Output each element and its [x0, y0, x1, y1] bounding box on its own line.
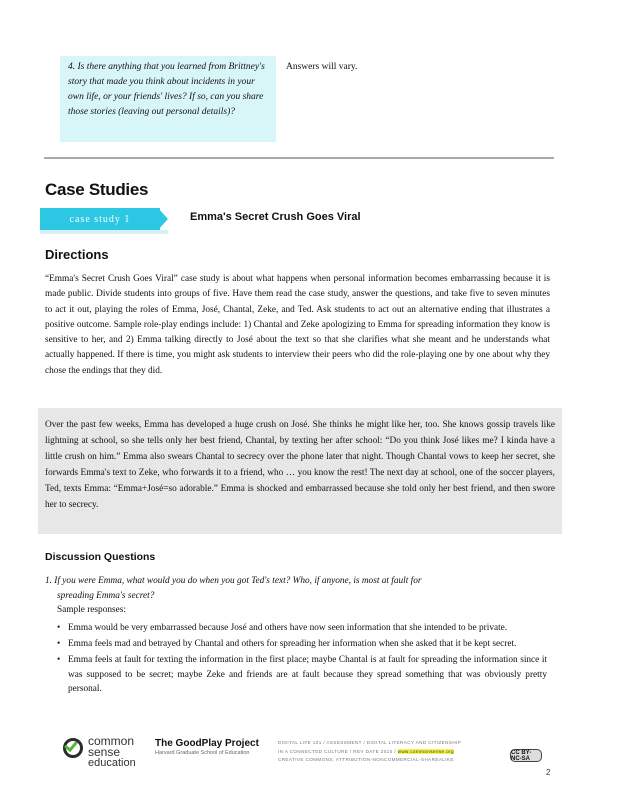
case-tab-shadow [40, 230, 168, 234]
section-title: Case Studies [45, 180, 149, 199]
logo-word-common: common [88, 734, 135, 748]
list-item [57, 621, 547, 635]
bullet-icon: • [57, 655, 61, 666]
bullet-icon: • [57, 623, 61, 633]
credit-line-1: DIGITAL LIFE 101 / ASSESSMENT / DIGITAL LITERACY AND CITIZENSHIP [278, 740, 462, 745]
case-study-title: Emma's Secret Crush Goes Viral [190, 211, 361, 223]
question-4-box [60, 56, 276, 142]
goodplay-title: The GoodPlay Project [155, 738, 259, 749]
section-divider [44, 157, 554, 159]
goodplay-logo [155, 738, 259, 756]
credit-link[interactable]: www.commonsense.org [397, 748, 454, 754]
question-1-line-2: spreading Emma's secret? [57, 591, 155, 601]
response-text: Emma feels mad and betrayed by Chantal and others for spreading her information when she asked that it be kept secret. [68, 639, 517, 650]
question-4-text: 4. Is there anything that you learned from Brittney's story that made you think about incidents in your own life, or your friends' lives? If so, can you share those stories (leaving out personal details)? [68, 62, 265, 117]
goodplay-subtitle: Harvard Graduate School of Education [155, 750, 250, 756]
case-tab-arrow [158, 208, 168, 230]
story-box [38, 408, 562, 534]
sample-responses-list [57, 621, 547, 698]
list-item [57, 637, 547, 651]
directions-heading: Directions [45, 247, 109, 262]
list-item [57, 653, 547, 696]
credit-line-2: IN A CONNECTED CULTURE / REV DATE 2015 / [278, 748, 398, 754]
directions-text: “Emma's Secret Crush Goes Viral” case study is about what happens when personal information becomes embarrassing because it is made public. Divide students into groups of five. Have them read the case study, answer the questions, and take five to seven minutes to act it out, playing the roles of Emma, José, Chantal, Zeke, and Ted. Ask students to act out an alternative ending that illustrates a positive outcome. Sample role-play endings include: 1) Chantal and Zeke apologizing to Emma for spreading information they know is sensitive to her, and 2) Emma talking directly to José about the text so that she clarifies what she meant and he understands what actually happened. If there is time, you might ask students to interview their peers who did the role-playing one by one about why they chose the endings that they did. [45, 274, 550, 376]
creative-commons-badge: CC BY-NC-SA [510, 749, 542, 762]
story-text: Over the past few weeks, Emma has developed a huge crush on José. She thinks he might like her, too. She knows gossip travels like lightning at school, so she tells only her best friend, Chantal, by texting her after school: “Do you think José likes me? I kinda have a little crush on him.” Emma also swears Chantal to secrecy over the phone later that night. Though Chantal vows to keep her secret, she forwards Emma's text to Zeke, who forwards it to a friend, who … you know the rest! The next day at school, one of the soccer players, Ted, texts Emma: “Emma+José=so adorable.” Emma is shocked and embarrassed because she told only her best friend, and then swore her to secrecy. [45, 420, 555, 511]
logo-word-sense: sense [88, 745, 121, 759]
question-1 [45, 574, 555, 604]
discussion-heading: Discussion Questions [45, 551, 156, 563]
response-text: Emma would be very embarrassed because José and others have now seen information that she intended to be private. [68, 623, 508, 633]
sample-responses-label: Sample responses: [57, 605, 126, 615]
credit-line-3: CREATIVE COMMONS: ATTRIBUTION-NONCOMMERCIAL-SHAREALIKE [278, 757, 454, 763]
bullet-icon: • [57, 639, 61, 650]
footer-credit [278, 739, 498, 765]
logo-word-education: education [88, 757, 136, 769]
response-text: Emma feels at fault for texting the information in the first place; maybe Chantal is at fault for spreading the information since it was supposed to be secret; maybe Zeke and friends are at fault because they spread something that was obviously pretty personal. [68, 655, 547, 694]
case-study-tab: case study 1 [40, 208, 160, 230]
question-1-line-1: 1. If you were Emma, what would you do when you got Ted's text? Who, if anyone, is most at fault for [45, 576, 422, 586]
page-number: 2 [546, 768, 551, 777]
question-4-answer: Answers will vary. [286, 62, 358, 72]
